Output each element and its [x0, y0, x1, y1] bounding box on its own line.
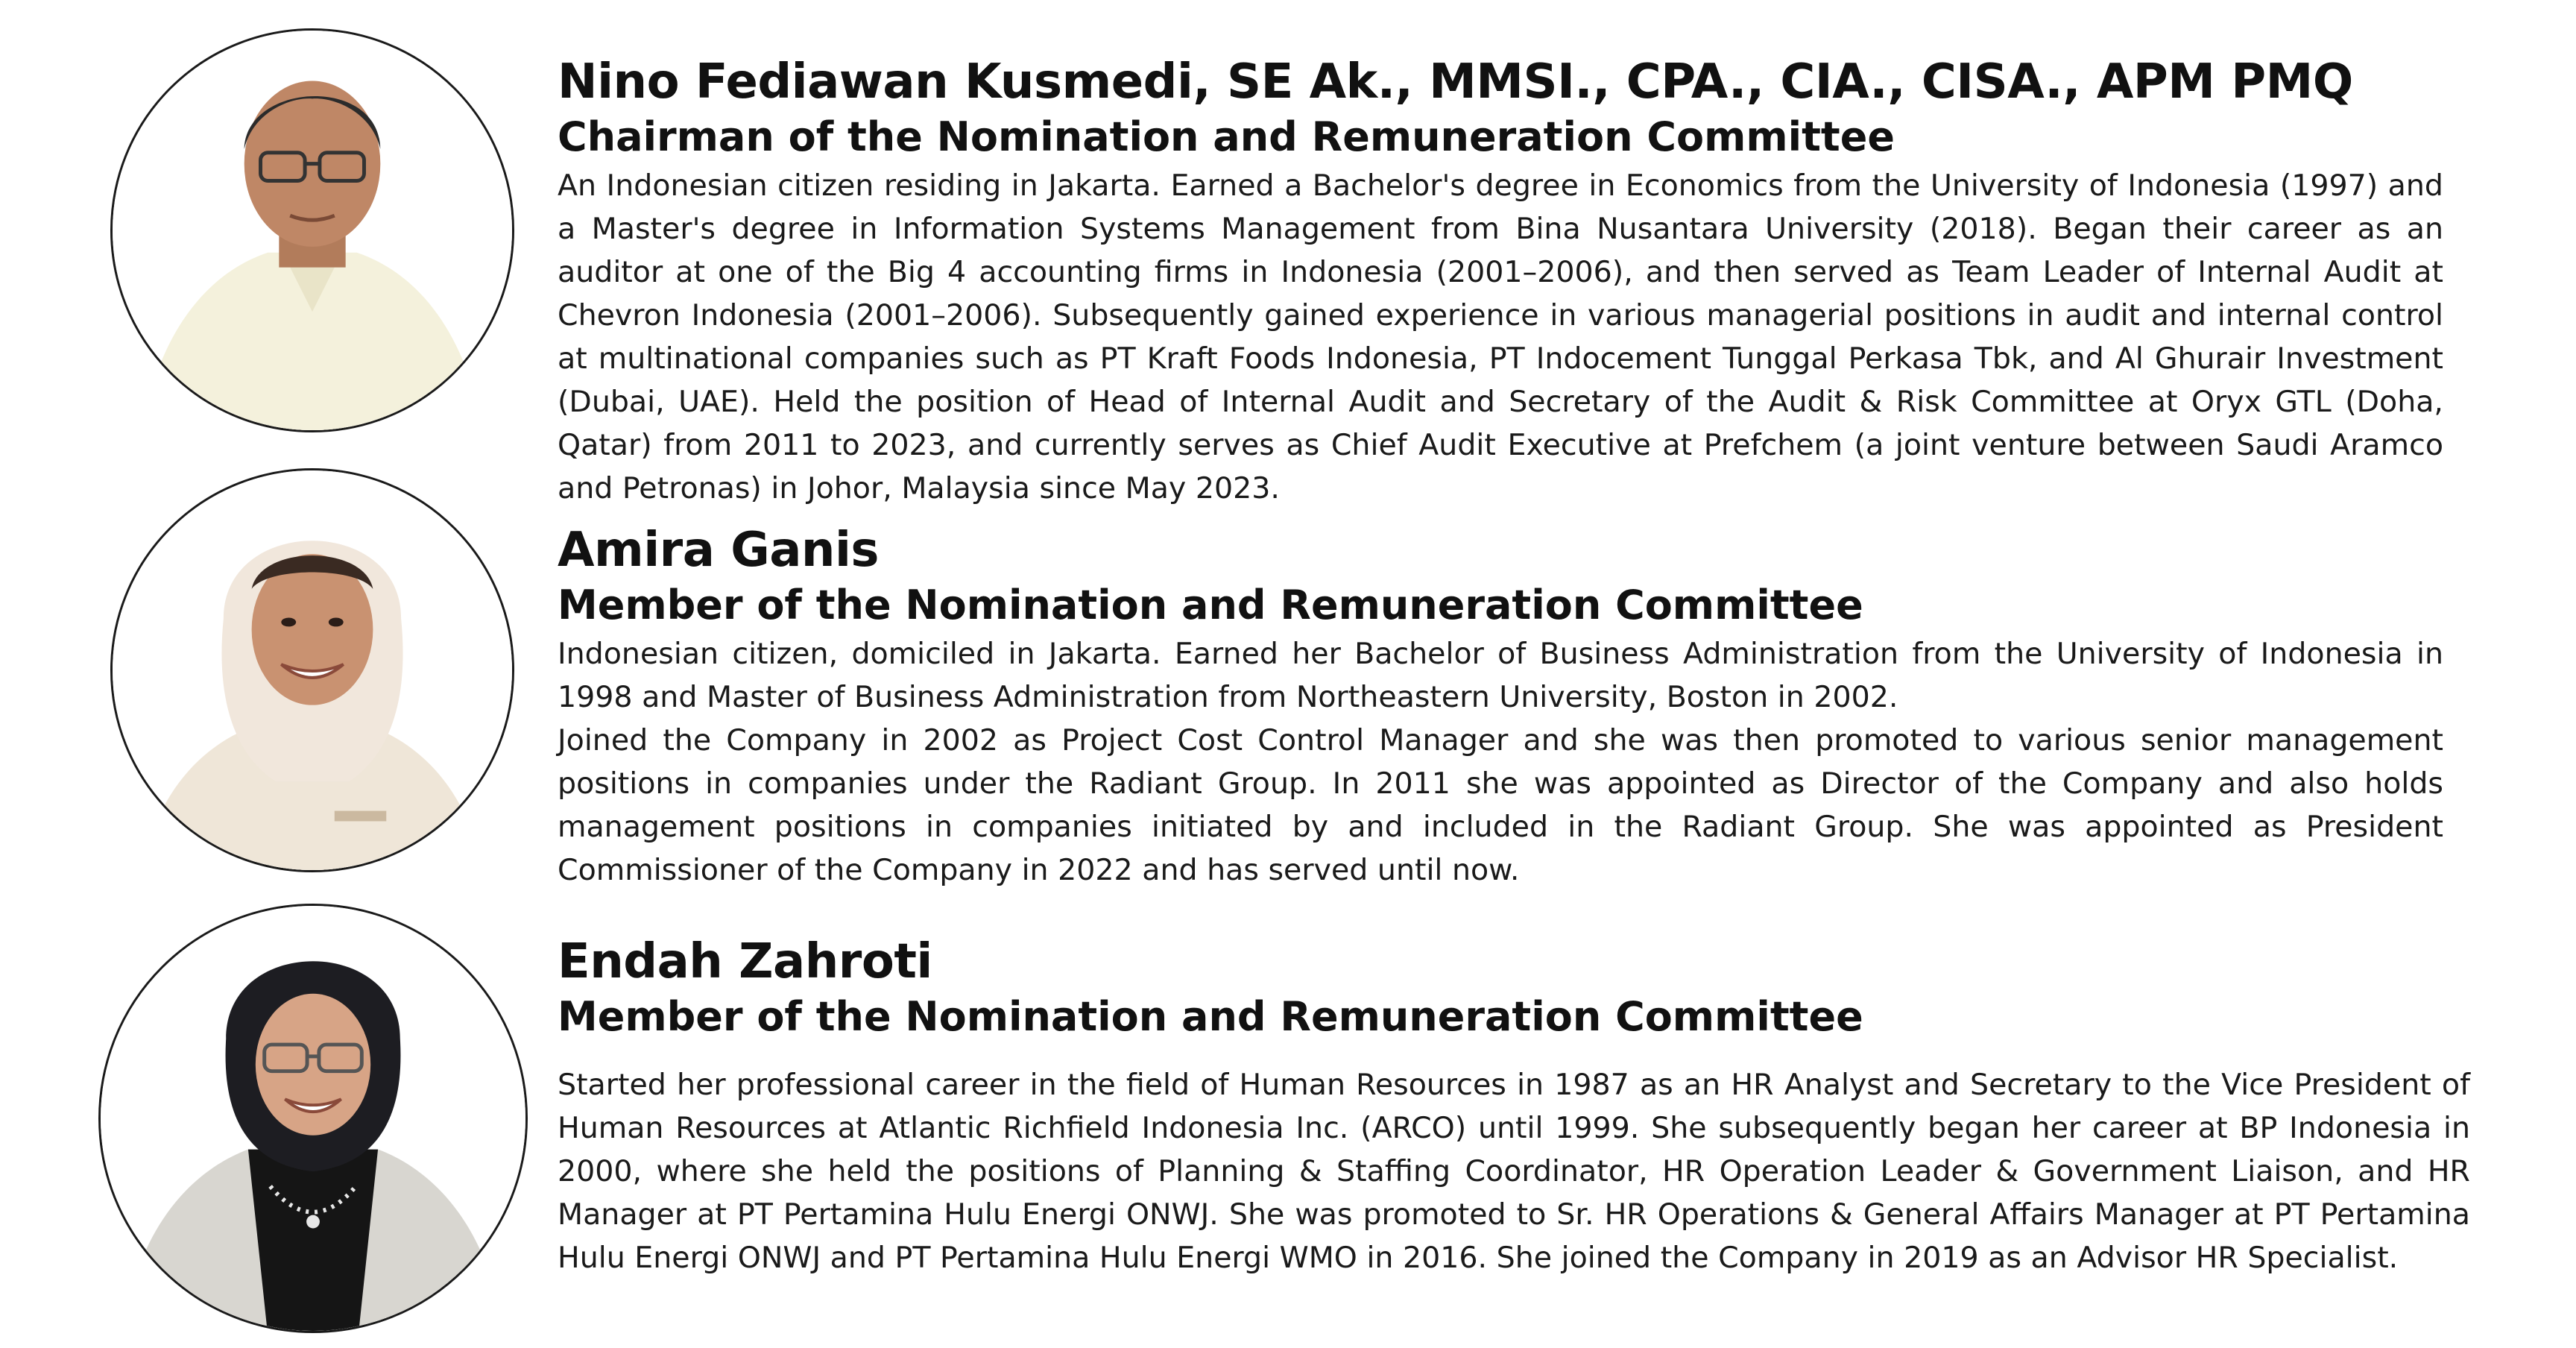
portrait-photo-endah [98, 904, 528, 1333]
person-name: Nino Fediawan Kusmedi, SE Ak., MMSI., CPA., CIA., CISA., APM PMQ [558, 54, 2353, 110]
bio-paragraph: Joined the Company in 2002 as Project Cost Control Manager and she was then promoted to various senior management positions in companies under the Radiant Group. In 2011 she was appointed as Director of the Company and also holds management positions in companies initiated by and included in the Radiant Group. She was appointed as President Commissioner of the Company in 2022 and has served until now. [558, 723, 2443, 887]
person-role: Chairman of the Nomination and Remuneration Committee [558, 113, 1895, 160]
person-name: Endah Zahroti [558, 934, 932, 989]
bio-paragraph: An Indonesian citizen residing in Jakarta. Earned a Bachelor's degree in Economics from the University of Indonesia (1997) and a Master's degree in Information Systems Management from Bina Nusantara University (2018). Began their career as an auditor at one of the Big 4 accounting firms in Indonesia (2001–2006), and then served as Team Leader of Internal Audit at Chevron Indonesia (2001–2006). Subsequently gained experience in various managerial positions in audit and internal control at multinational companies such as PT Kraft Foods Indonesia, PT Indocement Tunggal Perkasa Tbk, and Al Ghurair Investment (Dubai, UAE). Held the position of Head of Internal Audit and Secretary of the Audit & Risk Committee at Oryx GTL (Doha, Qatar) from 2011 to 2023, and currently serves as Chief Audit Executive at Prefchem (a joint venture between Saudi Aramco and Petronas) in Johor, Malaysia since May 2023. [558, 168, 2443, 506]
bio-paragraph: Started her professional career in the field of Human Resources in 1987 as an HR Analyst and Secretary to the Vice President of Human Resources at Atlantic Richfield Indonesia Inc. (ARCO) until 1999. She subsequently began her career at BP Indonesia in 2000, where she held the positions of Planning & Staffing Coordinator, HR Operation Leader & Government Liaison, and HR Manager at PT Pertamina Hulu Energi ONWJ. She was promoted to Sr. HR Operations & General Affairs Manager at PT Pertamina Hulu Energi ONWJ and PT Pertamina Hulu Energi WMO in 2016. She joined the Company in 2019 as an Advisor HR Specialist. [558, 1068, 2470, 1275]
profile-text [558, 522, 2443, 892]
portrait-photo-amira [110, 468, 514, 872]
profile-text [558, 933, 2470, 1279]
person-role: Member of the Nomination and Remuneration Committee [558, 582, 1863, 629]
bio-paragraph: Indonesian citizen, domiciled in Jakarta. Earned her Bachelor of Business Administration from the University of Indonesia in 1998 and Master of Business Administration from Northeastern University, Boston in 2002. [558, 637, 2443, 714]
portrait-photo-nino [110, 28, 514, 432]
person-role: Member of the Nomination and Remuneration Committee [558, 993, 1863, 1040]
person-name: Amira Ganis [558, 523, 879, 578]
profile-text [558, 54, 2443, 510]
